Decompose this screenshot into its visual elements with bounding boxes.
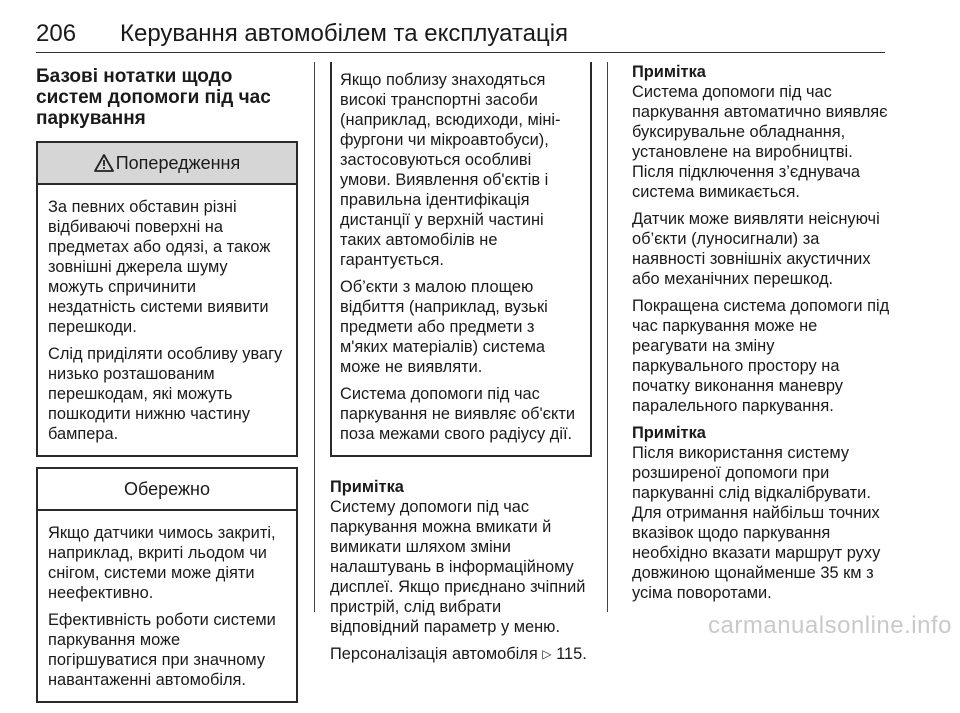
- caution-paragraph: Ефективність роботи системи паркування може погіршуватися при значному навантаженні автомобіля.: [48, 611, 276, 689]
- note-block: [330, 477, 592, 637]
- watermark: carmanualsonline.info: [708, 612, 952, 639]
- note-title: Примітка: [330, 478, 404, 496]
- note-text: Після використання систему розширеної допомоги при паркуванні слід відкалібрувати. Для отримання найбільш точних вказівок щодо паркування необхідно вказати маршрут руху довжиною щонайменше 35 км з усіма поворотами.: [632, 444, 881, 602]
- note-text: Систему допомоги під час паркування можна вмикати й вимикати шляхом зміни налаштувань в інформаційному дисплеї. Якщо приєднано зчіпний пристрій, слід вибрати відповідний параметр у меню.: [330, 498, 586, 636]
- page-number: 206: [36, 20, 77, 47]
- caution-box: [36, 467, 298, 703]
- warning-heading: Попередження: [115, 153, 241, 173]
- column-divider: [607, 62, 608, 612]
- page-title: Керування автомобілем та експлуатація: [120, 20, 569, 47]
- note-block: [632, 62, 890, 202]
- warning-box-header: [38, 143, 296, 185]
- note-text: Система допомоги під час паркування автоматично виявляє буксирувальне обладнання, установлене на виробництві. Після підключення з’єднувача система вимикається.: [632, 83, 888, 201]
- cross-reference: [330, 644, 592, 664]
- body-paragraph: Покращена система допомоги під час паркування може не реагувати на зміну паркувального простору на початку виконання маневру паралельного паркування.: [632, 297, 890, 415]
- note-title: Примітка: [632, 424, 706, 442]
- caution-paragraph: Об’єкти з малою площею відбиття (наприклад, вузькі предмети або предмети з м'яких матеріалів) система може не виявляти.: [340, 278, 548, 376]
- column-1: [36, 62, 298, 713]
- page-header: [36, 18, 885, 53]
- warning-box: [36, 141, 298, 457]
- warning-paragraph: Слід приділяти особливу увагу низько розташованим перешкодам, які можуть пошкодити нижню частину бампера.: [48, 345, 283, 443]
- note-block: [632, 423, 890, 603]
- warning-paragraph: За певних обставин різні відбиваючі поверхні на предметах або одязі, а також зовнішні джерела шуму можуть спричинити нездатність системи виявити перешкоди.: [48, 198, 271, 336]
- section-title: Базові нотатки щодо систем допомоги під час паркування: [36, 66, 271, 129]
- reference-label: Персоналізація автомобіля: [330, 645, 538, 663]
- caution-paragraph: Система допомоги під час паркування не виявляє об'єкти поза межами свого радіусу дії.: [340, 385, 575, 443]
- page-reference-arrow-icon: ▷: [542, 647, 552, 661]
- reference-page: 115.: [556, 645, 587, 663]
- body-paragraph: Датчик може виявляти неіснуючі об’єкти (луносигнали) за наявності зовнішніх акустичних або механічних перешкод.: [632, 210, 880, 288]
- column-2: [330, 62, 592, 671]
- caution-box-header: [38, 469, 296, 511]
- caution-heading: Обережно: [124, 479, 210, 499]
- caution-box-continued: [330, 62, 592, 457]
- warning-box-body: [38, 185, 296, 455]
- column-divider: [314, 62, 315, 612]
- warning-triangle-icon: [94, 154, 114, 172]
- caution-box-body: [38, 511, 296, 701]
- note-title: Примітка: [632, 63, 706, 81]
- column-3: [632, 62, 890, 610]
- caution-paragraph: Якщо датчики чимось закриті, наприклад, вкриті льодом чи снігом, системи може діяти неефективно.: [48, 524, 276, 602]
- caution-paragraph: Якщо поблизу знаходяться високі транспортні засоби (наприклад, всюдиходи, міні-фургони чи мікроавтобуси), застосовуються особливі умови. Виявлення об'єктів і правильна ідентифікація дистанції у верхній частині таких автомобілів не гарантується.: [340, 71, 561, 269]
